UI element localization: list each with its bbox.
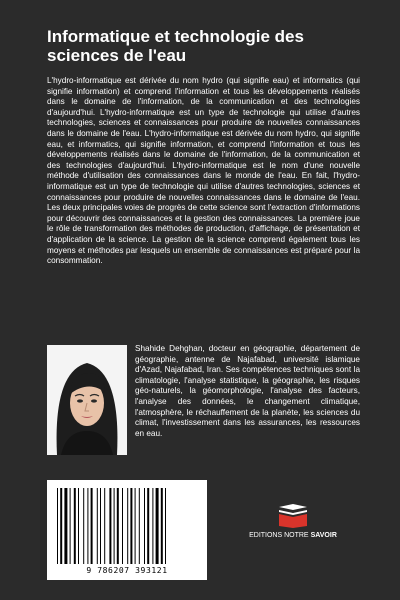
author-bio: Shahide Dehghan, docteur en géographie, département de géographie, antenne de Najafabad, université islamique d'Azad, Najafabad, Iran. Ses compétences techniques sont la climatologie, l'analyse statistique, la géographie, les risques géo-naturels, la géomorphologie, l'analyse des facteurs, l'analyse des données, le changement climatique, l'atmosphère, le réchauffement de la planète, les sciences du climat, l'investissement dans les assurances, les ressources en eau.: [135, 344, 360, 438]
book-title: Informatique et technologie des sciences de l'eau: [47, 27, 304, 65]
publisher-block: [248, 504, 338, 539]
isbn-number: 9 786207 393121: [86, 566, 168, 575]
barcode: [47, 480, 207, 580]
publisher-name-bold: SAVOIR: [310, 532, 337, 539]
book-summary: L'hydro-informatique est dérivée du nom hydro (qui signifie eau) et informatics (qui signifie information) et comprend l'information et tous les développements réalisés dans le domaine de l'information, de la communication et des technologies d'aujourd'hui. L'hydro-informatique est un type de technologie qui utilise d'autres technologies, sciences et connaissances pour produire de nouvelles connaissances dans le domaine de l'eau. L'hydro-informatique est dérivée du nom hydro, qui signifie eau, et informatics, qui signifie information, et comprend l'information et tous les développements réalisés dans le domaine de l'information, de la communication et des technologies d'aujourd'hui. L'hydro-informatique est le nom d'une nouvelle méthode d'utilisation des connaissances dans le monde de l'eau. En fait, l'hydro-informatique est un type de technologie qui utilise d'autres technologies, sciences et connaissances pour produire de nouvelles connaissances dans le domaine de l'eau. Les deux principales voies de progrès de cette science sont l'extraction d'informations pour découvrir des connaissances et la gestion des connaissances. La première joue le rôle de transformation des méthodes de production, d'affichage, de présentation et d'application de la science. La gestion de la science comprend également tous les moyens et méthodes par lesquels un ensemble de connaissances est préparé pour la consommation.: [47, 76, 360, 266]
publisher-name: [248, 532, 338, 539]
barcode-bars: [57, 488, 197, 564]
author-photo: [47, 345, 127, 455]
publisher-logo-icon: [276, 504, 310, 528]
publisher-name-prefix: EDITIONS NOTRE: [249, 532, 309, 539]
